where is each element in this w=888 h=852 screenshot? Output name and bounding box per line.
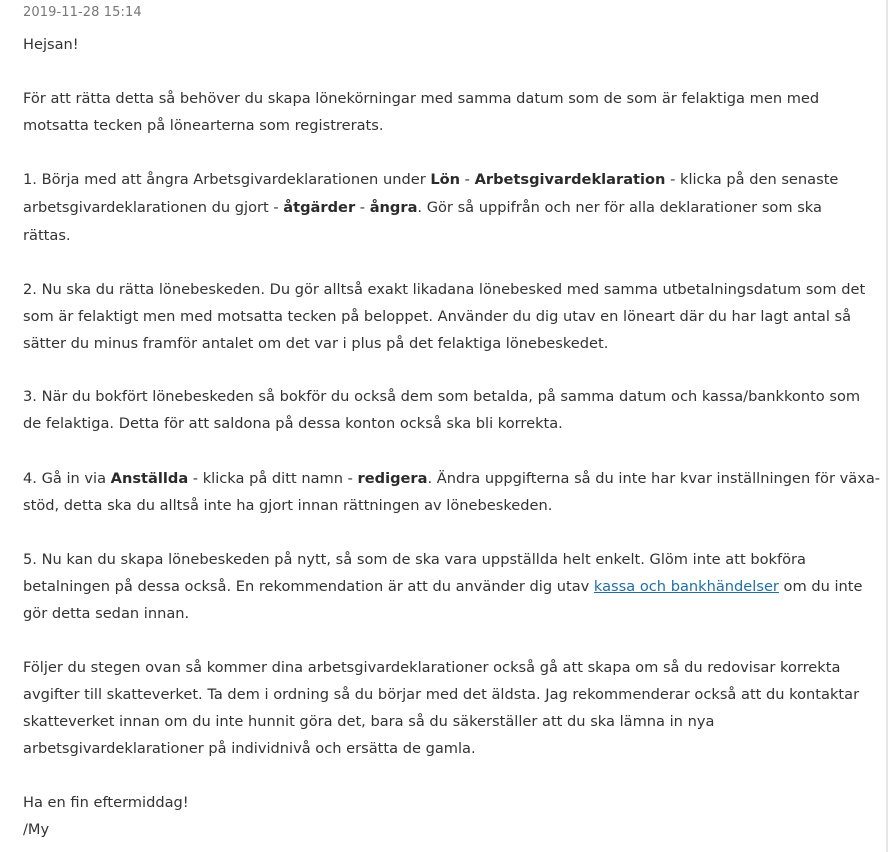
intro-line-2: motsatta tecken på lönearterna som registrerats.: [23, 117, 384, 134]
step1-text-end: - klicka på den senaste: [665, 171, 839, 188]
step2-line-3: sätter du minus framför antalet om det var i plus på det felaktiga lönebeskedet.: [23, 335, 609, 352]
step5-line-2: [23, 577, 863, 597]
step1-sep: -: [460, 171, 475, 188]
step2-line-1: 2. Nu ska du rätta lönebeskeden. Du gör alltså exakt likadana lönebesked med samma utbetalningsdatum som det: [23, 281, 866, 298]
bold-angra: ångra: [369, 199, 418, 216]
step4-line-2: stöd, detta ska du alltså inte ha gjort innan rättningen av lönebeskeden.: [23, 497, 553, 514]
closing-line-3: skatteverket innan om du inte hunnit göra det, bara så du säkerställer att du ska lämna in nya: [23, 713, 715, 730]
intro-line-1: För att rätta detta så behöver du skapa lönekörningar med samma datum som de som är felaktiga men med: [23, 90, 820, 107]
closing-line-1: Följer du stegen ovan så kommer dina arbetsgivardeklarationer också gå att skapa om så du redovisar korrekta: [23, 659, 841, 676]
step3-line-1: 3. När du bokfört lönebeskeden så bokför du också dem som betalda, på samma datum och kassa/bankkonto som: [23, 388, 861, 405]
step1-text-end: . Gör så uppifrån och ner för alla deklarationer som ska: [417, 199, 822, 216]
step1-line-1: [23, 170, 838, 190]
bold-arbetsgivardeklaration: Arbetsgivardeklaration: [474, 171, 666, 188]
signature: /My: [23, 821, 50, 838]
kassa-och-bankhandelser-link[interactable]: kassa och bankhändelser: [593, 578, 779, 595]
signoff: Ha en fin eftermiddag!: [23, 794, 189, 811]
step1-text: arbetsgivardeklarationen du gjort -: [23, 199, 284, 216]
step5-text-end: om du inte: [778, 578, 863, 595]
bold-lon: Lön: [430, 171, 461, 188]
bold-atgarder: åtgärder: [283, 199, 356, 216]
step1-line-2: [23, 198, 822, 218]
step4-text: 4. Gå in via: [23, 470, 111, 487]
greeting: Hejsan!: [23, 36, 79, 53]
step2-line-2: som är felaktigt men med motsatta tecken på beloppet. Använder du dig utav en löneart där du har lagt antal så: [23, 308, 852, 325]
bold-anstallda: Anställda: [110, 470, 189, 487]
step1-sep: -: [355, 199, 370, 216]
step4-text-end: . Ändra uppgifterna så du inte har kvar inställningen för växa-: [427, 470, 881, 487]
step4-line-1: [23, 469, 880, 489]
closing-line-2: avgifter till skatteverket. Ta dem i ordning så du börjar med det äldsta. Jag rekommenderar också att du kontaktar: [23, 686, 860, 703]
post-timestamp: 2019-11-28 15:14: [23, 5, 142, 20]
step5-text: betalningen på dessa också. En rekommendation är att du använder dig utav: [23, 578, 594, 595]
bold-redigera: redigera: [357, 470, 428, 487]
step1-text: 1. Börja med att ångra Arbetsgivardeklarationen under: [23, 171, 431, 188]
step5-line-3: gör detta sedan innan.: [23, 605, 190, 622]
step5-line-1: 5. Nu kan du skapa lönebeskeden på nytt, så som de ska vara uppställda helt enkelt. Glöm inte att bokföra: [23, 551, 806, 568]
step3-line-2: de felaktiga. Detta för att saldona på dessa konton också ska bli korrekta.: [23, 415, 563, 432]
step1-line-3: rättas.: [23, 227, 71, 244]
closing-line-4: arbetsgivardeklarationer på individnivå och ersätta de gamla.: [23, 740, 476, 757]
step4-sep: - klicka på ditt namn -: [188, 470, 358, 487]
